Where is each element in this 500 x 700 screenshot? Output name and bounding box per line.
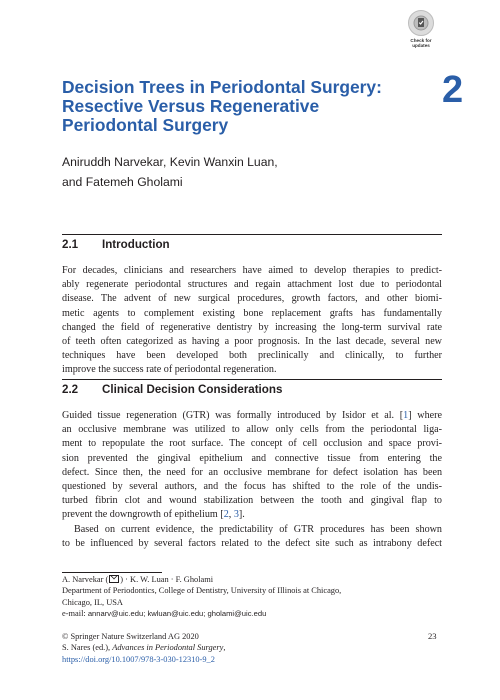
footnote-department: Department of Periodontics, College of Dentistry, University of Illinois at Chicago, xyxy=(62,586,342,596)
badge-line2: updates xyxy=(412,43,430,48)
chapter-title-line: Decision Trees in Periodontal Surgery: xyxy=(62,77,382,97)
affiliation-footnote xyxy=(62,574,442,619)
text-line: questioned by several authors, and the focus has shifted to the role of the undis- xyxy=(62,481,442,493)
text-line: defect. Since then, the need for an occlusive membrane for defect isolation has been xyxy=(62,466,442,478)
text-line: to be influenced by several factors related to the defect site such as intrabony defect xyxy=(62,537,442,549)
section-rule xyxy=(62,234,442,235)
section-heading-introduction xyxy=(62,238,170,252)
text-line: disease. The advent of new surgical procedures, growth factors, and other biomi- xyxy=(62,293,442,305)
chapter-title-line: Periodontal Surgery xyxy=(62,115,229,135)
citation-link[interactable]: 2 xyxy=(223,509,229,521)
badge-line1: Check for xyxy=(410,38,432,43)
text-line: ably regenerate periodontal structures and regain attachment lost due to periodontal xyxy=(62,279,442,291)
text-line: ment to repopulate the root surface. The concept of cell occlusion and space provi- xyxy=(62,438,442,450)
chapter-number: 2 xyxy=(442,69,464,111)
text-line: techniques have been developed both preclinically and clinically, to further xyxy=(62,350,442,362)
check-for-updates-icon xyxy=(408,10,434,36)
email-links[interactable]: annarv@uic.edu; kwluan@uic.edu; gholami@uic.edu xyxy=(87,608,267,618)
chapter-title xyxy=(62,78,407,135)
text-line: improve the success rate of periodontal regeneration. xyxy=(62,364,277,376)
check-for-updates-badge[interactable] xyxy=(406,10,436,54)
copyright-block xyxy=(62,631,362,665)
copyright-line: © Springer Nature Switzerland AG 2020 xyxy=(62,632,199,641)
doi-link[interactable]: https://doi.org/10.1007/978-3-030-12310-9_2 xyxy=(62,654,215,664)
author-list xyxy=(62,152,362,192)
text-line: For decades, clinicians and researchers have aimed to develop therapies to predict- xyxy=(62,265,442,276)
section-rule xyxy=(62,379,442,380)
text-line: metic agents to complement existing bone replacement grafts has fundamentally xyxy=(62,307,442,319)
section-number: 2.2 xyxy=(62,383,79,396)
gtr-paragraph xyxy=(62,409,442,551)
intro-paragraph xyxy=(62,264,442,378)
text-line: prevent the downgrowth of epithelium [2, 3]. xyxy=(62,509,245,521)
text-line: Guided tissue regeneration (GTR) was formally introduced by Isidor et al. [1] where xyxy=(62,410,442,421)
section-heading-clinical-decision xyxy=(62,383,282,397)
citation-link[interactable]: 1 xyxy=(403,410,409,421)
section-number: 2.1 xyxy=(62,238,79,251)
section-title: Introduction xyxy=(102,238,170,251)
book-citation: S. Nares (ed.), Advances in Periodontal Surgery, xyxy=(62,643,226,653)
page-number: 23 xyxy=(428,631,437,641)
footnote-city: Chicago, IL, USA xyxy=(62,597,123,607)
text-line: an occlusive membrane was utilized to allow only cells from the periodontal liga- xyxy=(62,424,442,436)
text-line: Based on current evidence, the predictability of GTR procedures has been shown xyxy=(74,523,442,535)
chapter-title-line: Resective Versus Regenerative xyxy=(62,96,320,116)
footnote-authors: A. Narvekar ( ) · K. W. Luan · F. Gholami xyxy=(62,575,214,584)
citation-link[interactable]: 3 xyxy=(233,509,239,521)
text-line: sion prevented the gingival epithelium and connective tissue from entering the xyxy=(62,452,442,464)
envelope-icon xyxy=(109,575,119,583)
author-line: and Fatemeh Gholami xyxy=(62,175,183,189)
footnote-email: e-mail: annarv@uic.edu; kwluan@uic.edu; gholami@uic.edu xyxy=(62,608,267,618)
section-title: Clinical Decision Considerations xyxy=(102,383,283,396)
author-line: Aniruddh Narvekar, Kevin Wanxin Luan, xyxy=(62,155,278,169)
text-line: changed the field of regenerative dentistry by increasing the long-term survival rate xyxy=(62,321,442,333)
text-line: of teeth often categorized as having a poor prognosis. In the last decade, several new xyxy=(62,336,442,348)
text-line: turbed fibrin clot and wound stabilization between the tooth and gingival flap to xyxy=(62,495,442,507)
